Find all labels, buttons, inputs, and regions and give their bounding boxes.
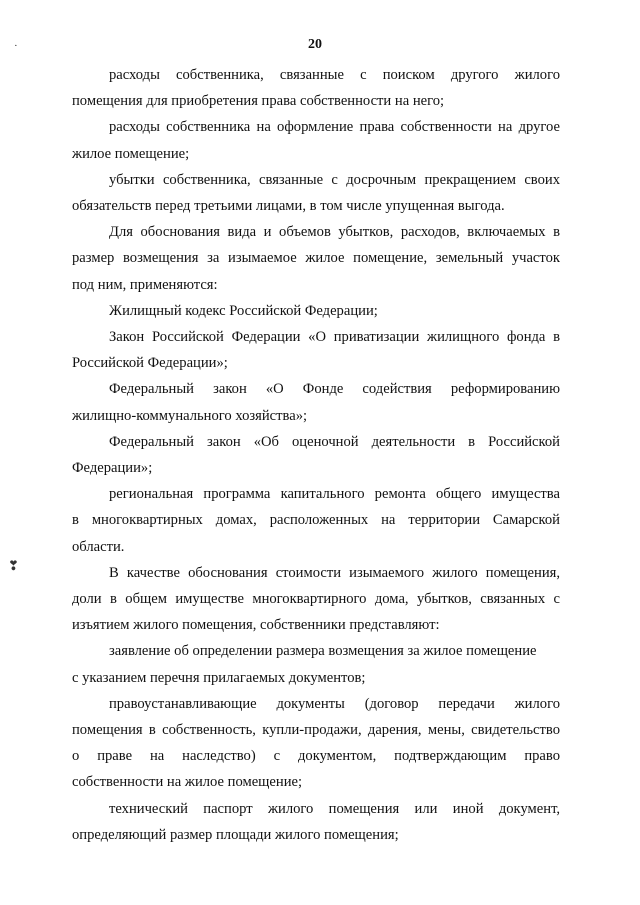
paragraph-line: Российской Федерации»; [72, 355, 228, 372]
paragraph [72, 560, 560, 639]
paragraph-line: расходы собственника, связанные с поиском другого жилого [109, 67, 560, 83]
paragraph-line: Для обоснования вида и объемов убытков, расходов, включаемых в [109, 224, 560, 241]
paragraph-line: заявление об определении размера возмещения за жилое помещение [109, 643, 537, 660]
paragraph-line: области. [72, 538, 125, 555]
paragraph [72, 376, 560, 428]
scan-dot: · [14, 40, 18, 52]
page-number: 20 [308, 37, 322, 52]
paragraph-line: помещения в собственность, купли-продажи, дарения, мены, свидетельство [72, 722, 560, 739]
paragraph [72, 62, 560, 114]
paragraph-line: обязательств перед третьими лицами, в том числе упущенная выгода. [72, 198, 505, 215]
paragraph-line: определяющий размер площади жилого помещения; [72, 826, 399, 843]
paragraph [72, 167, 560, 219]
document-body [72, 62, 560, 848]
paragraph-line: Закон Российской Федерации «О приватизации жилищного фонда в [109, 329, 560, 346]
paragraph [72, 324, 560, 376]
paragraph-line: В качестве обоснования стоимости изымаемого жилого помещения, [109, 564, 560, 581]
paragraph [72, 114, 560, 166]
paragraph-line: региональная программа капитального ремонта общего имущества [109, 486, 560, 503]
paragraph [72, 481, 560, 560]
paragraph-line: правоустанавливающие документы (договор передачи жилого [109, 695, 560, 712]
paragraph-line: в многоквартирных домах, расположенных на территории Самарской [72, 512, 560, 529]
paragraph-line: под ним, применяются: [72, 276, 218, 293]
paragraph-line: собственности на жилое помещение; [72, 774, 303, 791]
paragraph [72, 298, 560, 324]
paragraph-line: Федеральный закон «Об оценочной деятельности в Российской [109, 433, 560, 450]
paragraph-line: изъятием жилого помещения, собственники представляют: [72, 617, 440, 634]
paragraph [72, 429, 560, 481]
paragraph-line: Жилищный кодекс Российской Федерации; [109, 302, 378, 319]
paragraph [72, 691, 560, 796]
paragraph-line: технический паспорт жилого помещения или иной документ, [109, 800, 560, 817]
paragraph-line: жилищно-коммунального хозяйства»; [72, 407, 308, 424]
paragraph-line: о праве на наследство) с документом, подтверждающим право [72, 748, 560, 765]
paragraph-line: Федерации»; [72, 460, 153, 477]
paragraph-line: Федеральный закон «О Фонде содействия реформированию [109, 381, 560, 398]
paragraph-line: помещения для приобретения права собственности на него; [72, 93, 445, 110]
paragraph-line: жилое помещение; [72, 145, 190, 162]
paragraph [72, 796, 560, 848]
paragraph-line: размер возмещения за изымаемое жилое помещение, земельный участок [72, 250, 560, 267]
paragraph-line: убытки собственника, связанные с досрочным прекращением своих [109, 171, 560, 188]
paragraph-line: с указанием перечня прилагаемых документов; [72, 669, 366, 686]
scan-mark-icon: ❣ [8, 558, 19, 573]
paragraph-line: расходы собственника на оформление права собственности на другое [109, 119, 560, 136]
paragraph [72, 219, 560, 298]
paragraph [72, 638, 560, 690]
paragraph-line: доли в общем имуществе многоквартирного дома, убытков, связанных с [72, 591, 560, 608]
